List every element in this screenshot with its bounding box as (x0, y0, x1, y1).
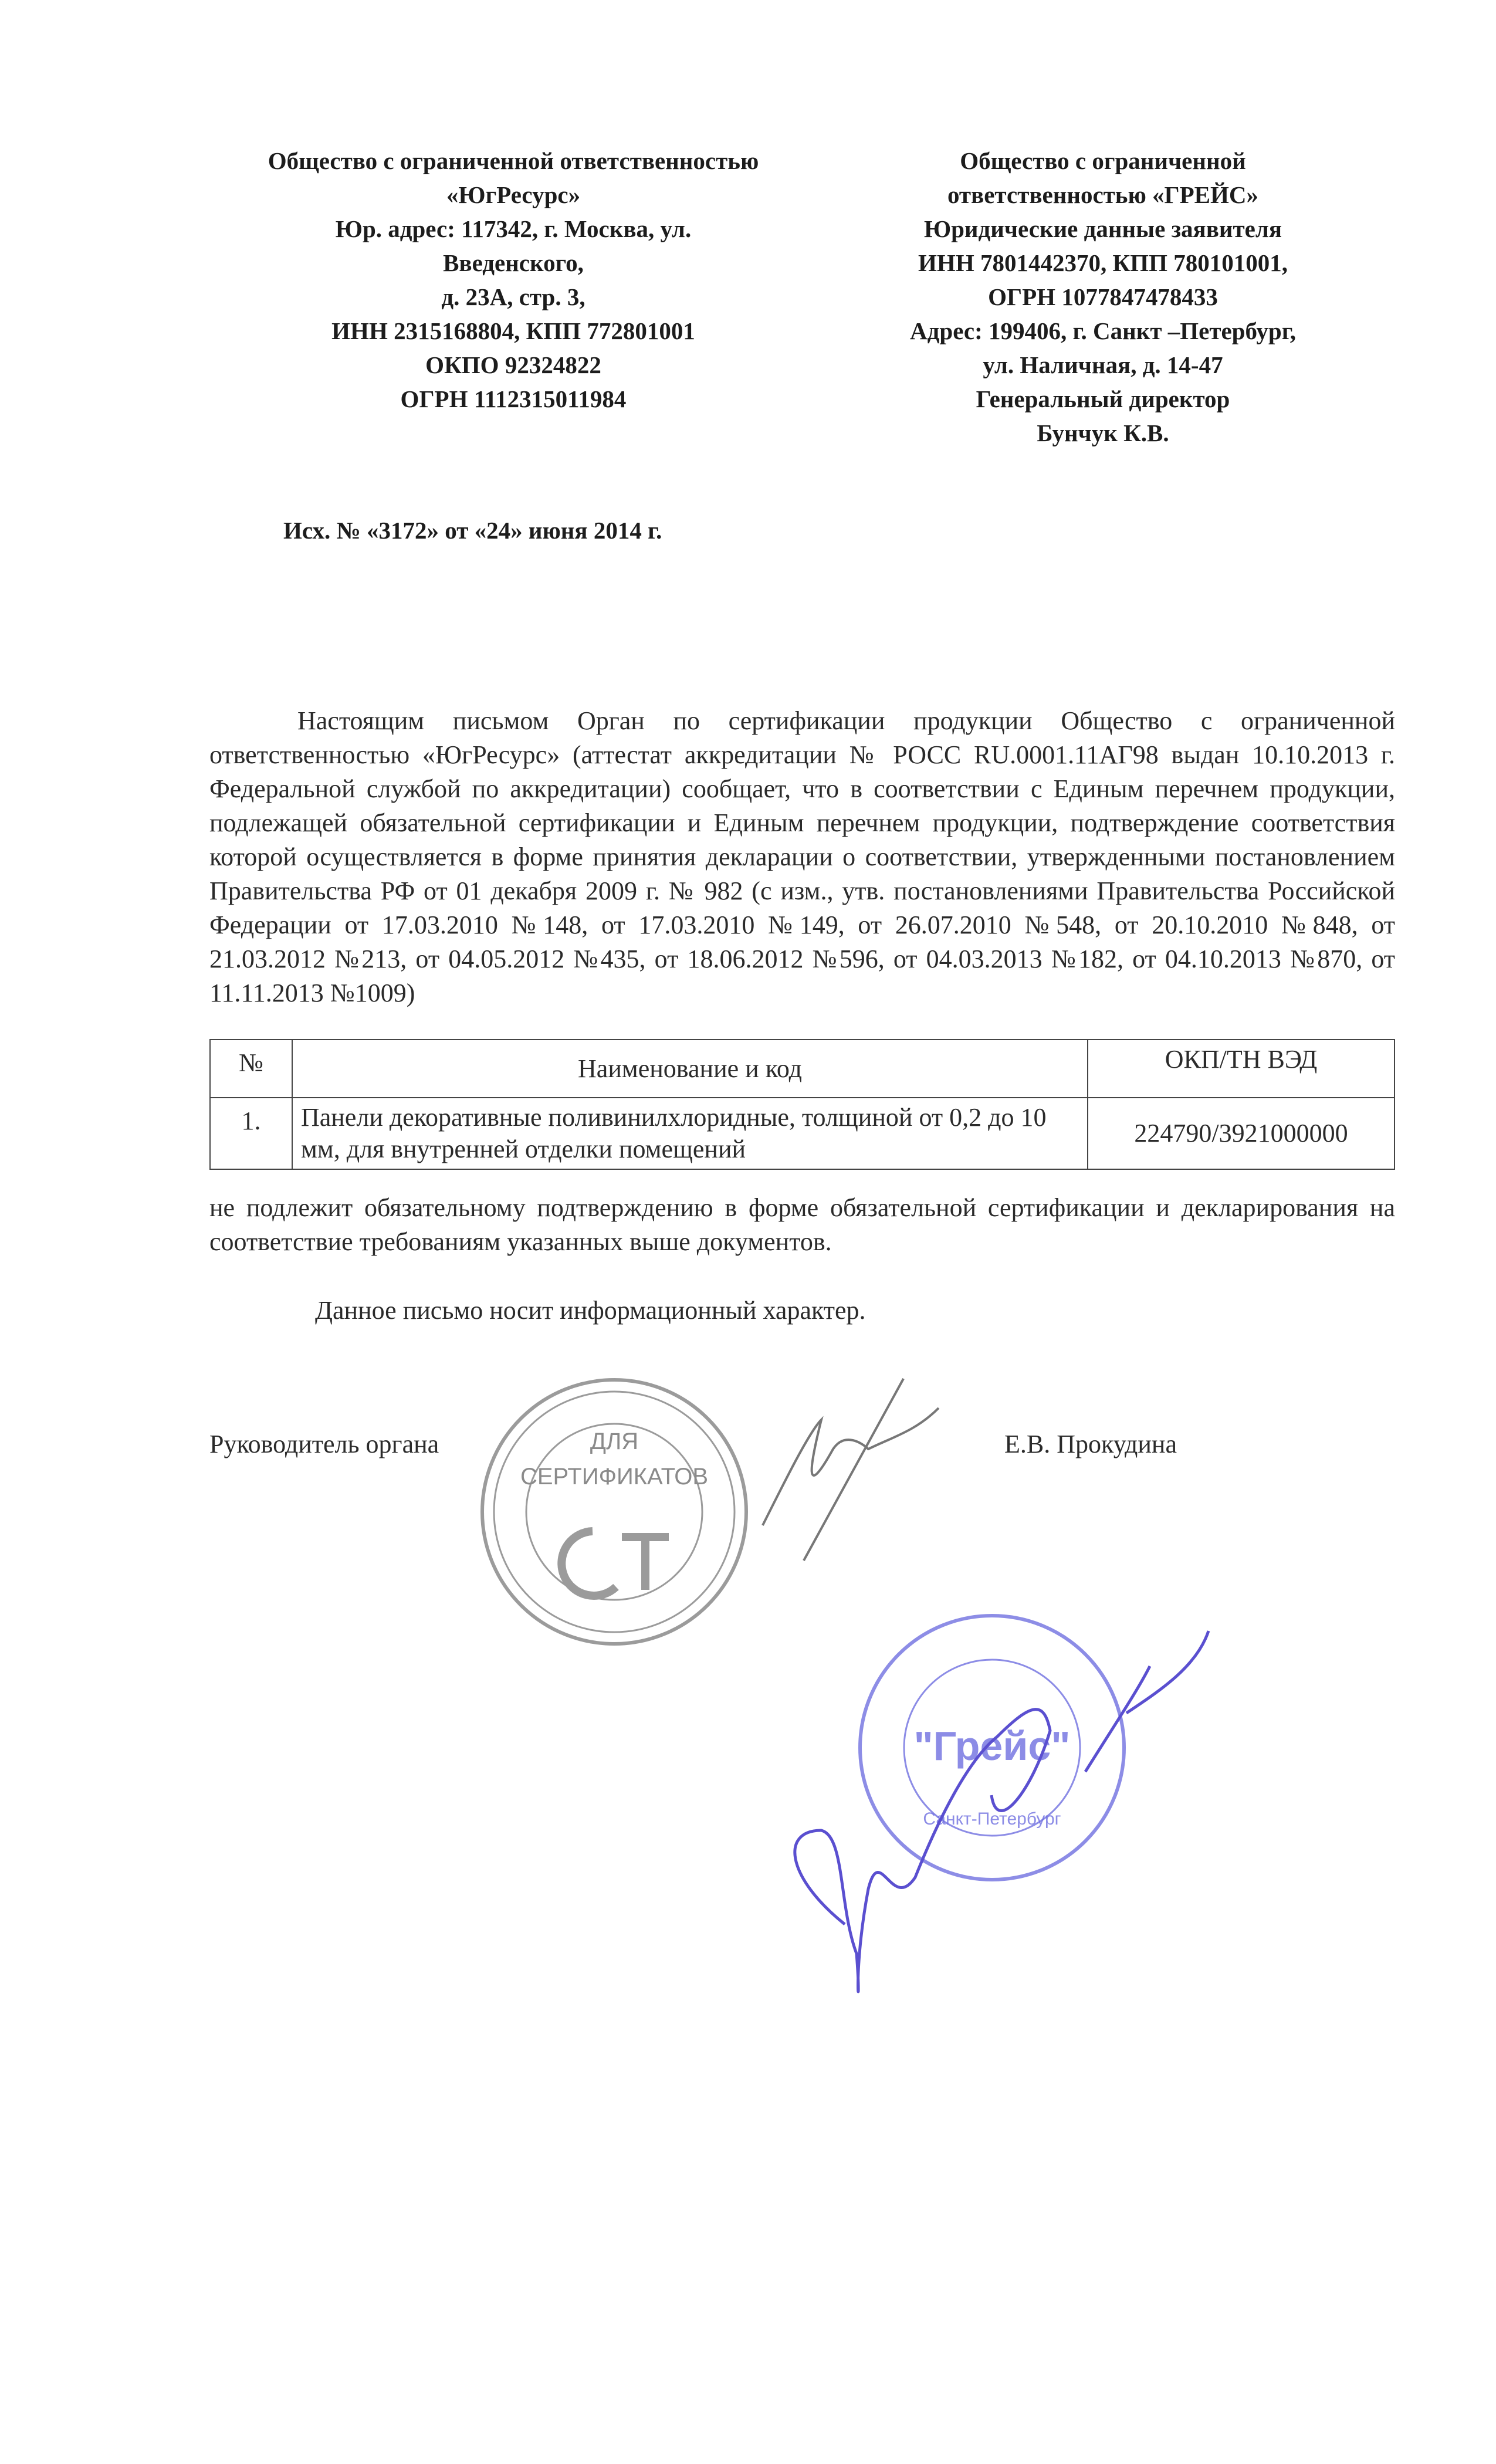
recipient-line: ИНН 7801442370, КПП 780101001, (918, 249, 1288, 276)
conclusion-paragraph: не подлежит обязательному подтверждению в форме обязательной сертификации и декларирования на соответствие требованиям указанных выше документов. (209, 1193, 1395, 1256)
signatory-title: Руководитель органа (209, 1430, 439, 1458)
recipient-line: Общество с ограниченной (960, 147, 1246, 174)
company-stamp-center: "Грейс" (913, 1723, 1071, 1769)
body-paragraph: Настоящим письмом Орган по сертификации продукции Общество с ограниченной ответственностью «ЮгРесурс» (аттестат аккредитации № РОСС RU.0001.11АГ98 выдан 10.10.2013 г. Федеральной службой по аккредитации) сообщает, что в соответствии с Единым перечнем продукции, подлежащей обязательной сертификации и Единым перечнем продукции, подтверждение соответствия которой осуществляется в форме принятия декларации о соответствии, утвержденными постановлением Правительства РФ от 01 декабря 2009 г. № 982 (с изм., утв. постановлениями Правительства Российской Федерации от 17.03.2010 №148, от 17.03.2010 №149, от 26.07.2010 №548, от 20.10.2010 №848, от 21.03.2012 №213, от 04.05.2012 №435, от 18.06.2012 №596, от 04.03.2013 №182, от 04.10.2013 №870, от 11.11.2013 №1009) (209, 706, 1395, 1007)
recipient-line: ответственностью «ГРЕЙС» (947, 181, 1259, 208)
header-code: ОКП/ТН ВЭД (1088, 1040, 1395, 1098)
recipient-line: Юридические данные заявителя (923, 215, 1282, 242)
sender-line: д. 23А, стр. 3, (441, 283, 585, 310)
certification-stamp-top: ДЛЯ (590, 1429, 639, 1454)
certification-stamp (482, 1380, 746, 1644)
signature-gray (763, 1379, 939, 1561)
sender-line: «ЮгРесурс» (446, 181, 581, 208)
cell-number: 1. (210, 1098, 292, 1169)
recipient-line: Генеральный директор (976, 385, 1230, 412)
header-number: № (210, 1040, 292, 1098)
sender-line: Общество с ограниченной ответственностью (268, 147, 759, 174)
recipient-line: Адрес: 199406, г. Санкт –Петербург, (910, 317, 1296, 344)
certification-stamp-mid: СЕРТИФИКАТОВ (520, 1464, 709, 1490)
signature-blue (795, 1631, 1209, 1992)
header-name: Наименование и код (292, 1040, 1088, 1098)
recipient-line: ул. Наличная, д. 14-47 (983, 351, 1223, 378)
sender-line: ОКПО 92324822 (425, 351, 601, 378)
recipient-line: ОГРН 1077847478433 (988, 283, 1218, 310)
sender-line: ОГРН 1112315011984 (400, 385, 627, 412)
recipient-line: Бунчук К.В. (1037, 419, 1169, 446)
cell-code: 224790/3921000000 (1088, 1098, 1395, 1169)
sender-line: ИНН 2315168804, КПП 772801001 (331, 317, 695, 344)
sender-line: Юр. адрес: 117342, г. Москва, ул. (335, 215, 692, 242)
signatory-name: Е.В. Прокудина (1004, 1430, 1177, 1458)
info-note: Данное письмо носит информационный характер. (315, 1296, 866, 1325)
sender-line: Введенского, (443, 249, 584, 276)
outgoing-reference: Исх. № «3172» от «24» июня 2014 г. (283, 517, 662, 544)
company-stamp-bottom: Санкт-Петербург (923, 1809, 1061, 1829)
cell-name: Панели декоративные поливинилхлоридные, толщиной от 0,2 до 10 мм, для внутренней отделки помещений (292, 1098, 1088, 1169)
